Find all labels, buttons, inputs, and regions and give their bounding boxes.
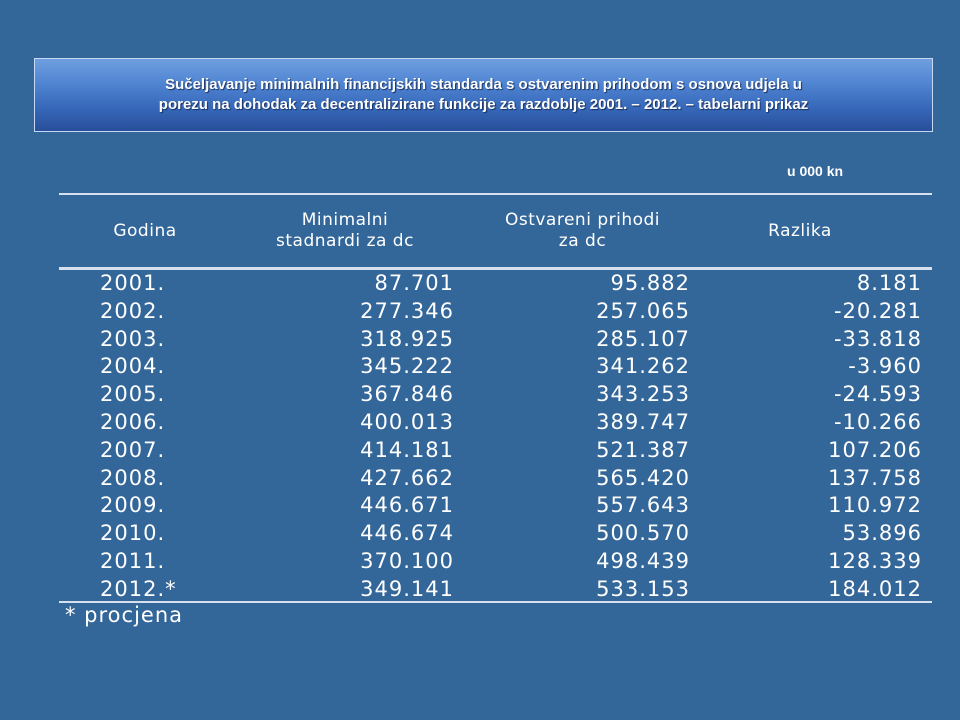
- table-body: [59, 270, 932, 604]
- cell-razlika: 184.012: [828, 576, 922, 601]
- footnote: * procjena: [65, 603, 184, 627]
- table-row: [59, 298, 932, 326]
- cell-minimalni: 427.662: [360, 465, 454, 490]
- cell-razlika: 107.206: [828, 437, 922, 462]
- cell-razlika: -20.281: [833, 298, 922, 323]
- cell-minimalni: 277.346: [360, 298, 454, 323]
- cell-godina: 2011.: [100, 548, 166, 573]
- cell-minimalni: 87.701: [374, 271, 454, 295]
- header-ostvareni: [460, 200, 705, 262]
- cell-godina: 2004.: [100, 354, 166, 379]
- cell-godina: 2006.: [100, 409, 166, 434]
- cell-razlika: 8.181: [856, 271, 922, 295]
- cell-minimalni: 345.222: [360, 354, 454, 379]
- table-row: [59, 437, 932, 465]
- table-row: [59, 520, 932, 548]
- table-row: [59, 270, 932, 298]
- cell-godina: 2007.: [100, 437, 166, 462]
- table-top-rule: [59, 193, 932, 195]
- slide-title-box: [34, 58, 933, 132]
- cell-minimalni: 349.141: [360, 576, 454, 601]
- header-razlika: Razlika: [768, 220, 832, 241]
- cell-ostvareni: 565.420: [596, 465, 690, 490]
- cell-godina: 2005.: [100, 382, 166, 407]
- cell-minimalni: 414.181: [360, 437, 454, 462]
- unit-label: u 000 kn: [787, 163, 844, 179]
- table-row: [59, 465, 932, 493]
- cell-godina: 2009.: [100, 493, 166, 518]
- cell-razlika: 137.758: [828, 465, 922, 490]
- cell-ostvareni: 389.747: [596, 409, 690, 434]
- slide-title: [159, 75, 808, 115]
- cell-ostvareni: 341.262: [596, 354, 690, 379]
- table-row: [59, 326, 932, 354]
- table-row: [59, 409, 932, 437]
- cell-godina: 2001.: [100, 271, 166, 295]
- header-minimalni-line-1: Minimalni: [301, 210, 389, 230]
- header-godina: Godina: [113, 220, 177, 241]
- cell-ostvareni: 500.570: [596, 521, 690, 546]
- cell-minimalni: 370.100: [360, 548, 454, 573]
- cell-ostvareni: 521.387: [596, 437, 690, 462]
- cell-godina: 2012.*: [100, 576, 177, 601]
- cell-ostvareni: 498.439: [596, 548, 690, 573]
- slide-title-line-1: Sučeljavanje minimalnih financijskih standarda s ostvarenim prihodom s osnova udjela u: [165, 76, 802, 93]
- table-row: [59, 492, 932, 520]
- cell-minimalni: 367.846: [360, 382, 454, 407]
- slide-title-line-2: porezu na dohodak za decentralizirane funkcije za razdoblje 2001. – 2012. – tabelarni prikaz: [158, 96, 809, 113]
- cell-ostvareni: 557.643: [596, 493, 690, 518]
- cell-razlika: -33.818: [833, 326, 922, 351]
- header-ostvareni-line-1: Ostvareni prihodi: [504, 210, 661, 230]
- cell-minimalni: 446.671: [360, 493, 454, 518]
- cell-godina: 2002.: [100, 298, 166, 323]
- cell-ostvareni: 533.153: [596, 576, 690, 601]
- table-row: [59, 381, 932, 409]
- cell-ostvareni: 95.882: [610, 271, 690, 295]
- header-minimalni-line-2: stadnardi za dc: [276, 231, 414, 251]
- cell-minimalni: 400.013: [360, 409, 454, 434]
- header-ostvareni-line-2: za dc: [558, 231, 607, 251]
- cell-godina: 2003.: [100, 326, 166, 351]
- cell-razlika: 128.339: [828, 548, 922, 573]
- cell-razlika: -24.593: [833, 382, 922, 407]
- header-minimalni: [230, 200, 460, 262]
- cell-minimalni: 446.674: [360, 521, 454, 546]
- cell-ostvareni: 343.253: [596, 382, 690, 407]
- cell-razlika: -3.960: [848, 354, 922, 379]
- cell-ostvareni: 285.107: [596, 326, 690, 351]
- cell-godina: 2008.: [100, 465, 166, 490]
- table-row: [59, 576, 932, 604]
- cell-razlika: 110.972: [828, 493, 922, 518]
- table-bottom-rule: [59, 601, 932, 603]
- cell-razlika: -10.266: [833, 409, 922, 434]
- table-row: [59, 353, 932, 381]
- cell-razlika: 53.896: [842, 521, 922, 546]
- cell-ostvareni: 257.065: [596, 298, 690, 323]
- cell-minimalni: 318.925: [360, 326, 454, 351]
- cell-godina: 2010.: [100, 521, 166, 546]
- table-row: [59, 548, 932, 576]
